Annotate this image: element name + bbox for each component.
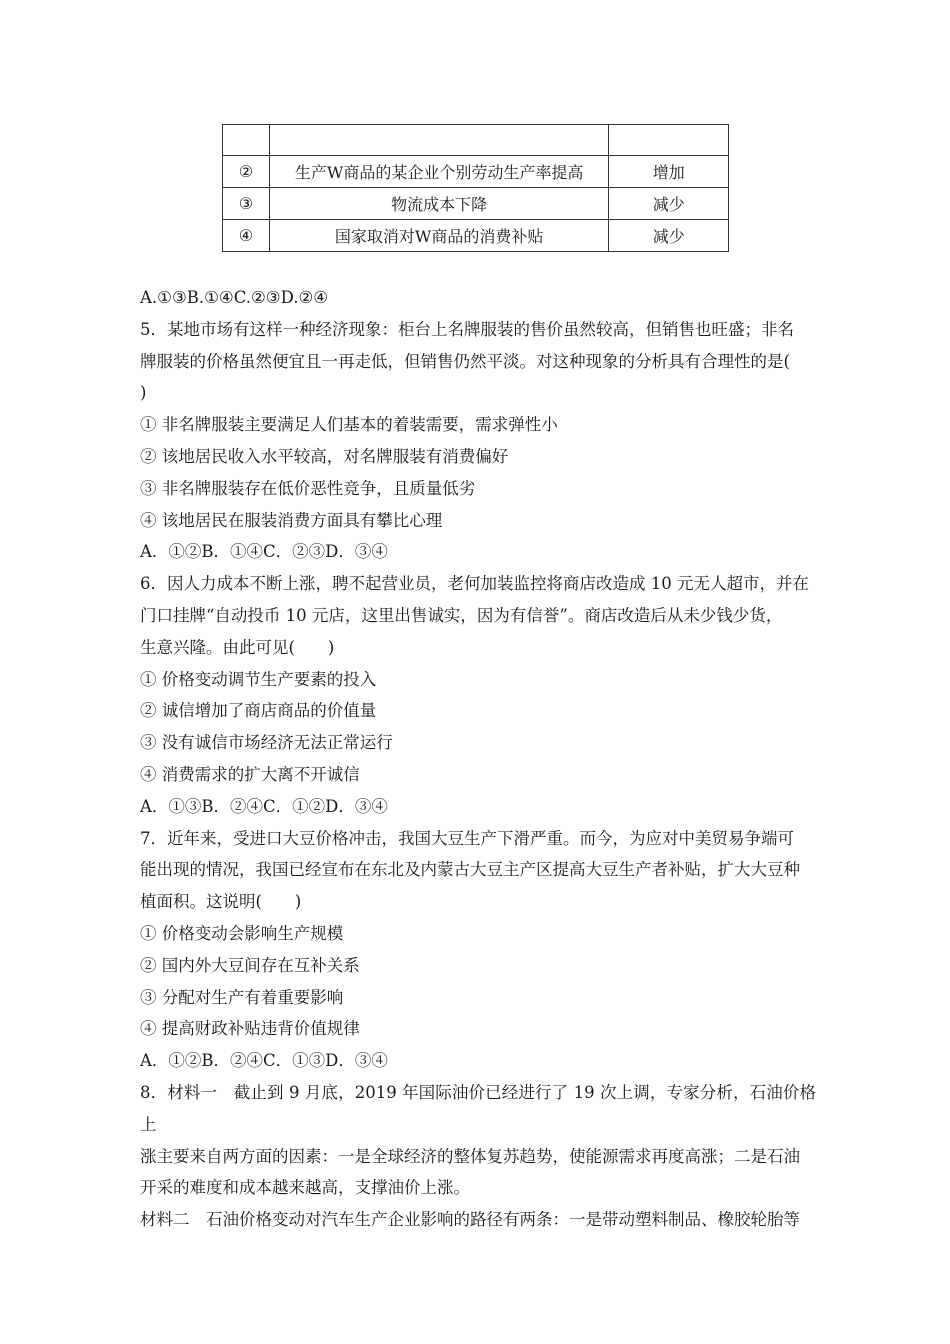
statement-option: ① 价格变动会影响生产规模 [140, 923, 344, 943]
question-7-stem: 能出现的情况，我国已经宣布在东北及内蒙古大豆主产区提高大豆生产者补贴，扩大大豆种 [140, 860, 800, 880]
table-cell-number: ④ [223, 220, 270, 252]
table-cell-cause: 生产W商品的某企业个别劳动生产率提高 [269, 156, 609, 188]
table-row [223, 125, 729, 156]
answer-options-q4: A.①③B.①④C.②③D.②④ [140, 288, 329, 307]
table-cell-effect: 增加 [609, 156, 729, 188]
statement-option: ② 诚信增加了商店商品的价值量 [140, 701, 377, 721]
question-8-material-1: 涨主要来自两方面的因素：一是全球经济的整体复苏趋势，使能源需求再度高涨；二是石油 [140, 1146, 800, 1166]
table-cell-effect: 减少 [609, 188, 729, 220]
question-8-material-2: 材料二 石油价格变动对汽车生产企业影响的路径有两条：一是带动塑料制品、橡胶轮胎等 [140, 1210, 800, 1230]
answer-options-q5: A．①②B．①④C．②③D．③④ [140, 542, 388, 562]
table-row [223, 156, 729, 188]
statement-option: ① 非名牌服装主要满足人们基本的着装需要，需求弹性小 [140, 415, 558, 435]
table-cell-cause: 国家取消对W商品的消费补贴 [269, 220, 609, 252]
answer-options-q7: A．①②B．②④C．①③D．③④ [140, 1051, 388, 1071]
statement-option: ④ 提高财政补贴违背价值规律 [140, 1019, 360, 1039]
statement-option: ④ 消费需求的扩大离不开诚信 [140, 764, 360, 784]
question-8-material-1: 8．材料一 截止到 9 月底，2019 年国际油价已经进行了 19 次上调，专家分析，石油价格上 [140, 1082, 816, 1134]
question-5-stem: 牌服装的价格虽然便宜且一再走低，但销售仍然平淡。对这种现象的分析具有合理性的是( [140, 351, 790, 371]
table-cell-effect [609, 125, 729, 156]
question-7-stem: 7．近年来，受进口大豆价格冲击，我国大豆生产下滑严重。而今，为应对中美贸易争端可 [140, 828, 794, 848]
statement-option: ④ 该地居民在服装消费方面具有攀比心理 [140, 510, 443, 530]
question-8-material-1: 开采的难度和成本越来越高，支撑油价上涨。 [140, 1178, 470, 1198]
statement-option: ② 该地居民收入水平较高，对名牌服装有消费偏好 [140, 446, 509, 466]
statement-option: ① 价格变动调节生产要素的投入 [140, 669, 377, 689]
table-cell-number: ② [223, 156, 270, 188]
table-cell-number [223, 125, 270, 156]
statement-option: ③ 没有诚信市场经济无法正常运行 [140, 733, 393, 753]
table-cell-effect: 减少 [609, 220, 729, 252]
statement-option: ③ 分配对生产有着重要影响 [140, 987, 344, 1007]
table-cell-cause: 物流成本下降 [269, 188, 609, 220]
answer-options-q6: A．①③B．②④C．①②D．③④ [140, 796, 388, 816]
document-body [140, 282, 816, 1236]
question-6-stem: 6．因人力成本不断上涨，聘不起营业员，老何加装监控将商店改造成 10 元无人超市，并在 [140, 574, 809, 594]
table-row [223, 188, 729, 220]
table-cell-number: ③ [223, 188, 270, 220]
question-7-stem: 植面积。这说明( ) [140, 892, 302, 912]
statement-option: ③ 非名牌服装存在低价恶性竞争，且质量低劣 [140, 478, 476, 498]
question-5-stem: 5．某地市场有这样一种经济现象：柜台上名牌服装的售价虽然较高，但销售也旺盛；非名 [140, 319, 794, 339]
table-cell-cause [269, 125, 609, 156]
question-5-stem: ) [140, 383, 147, 403]
question-table [222, 124, 729, 252]
table-row [223, 220, 729, 252]
statement-option: ② 国内外大豆间存在互补关系 [140, 955, 360, 975]
question-6-stem: 生意兴隆。由此可见( ) [140, 637, 335, 657]
question-6-stem: 门口挂牌“自动投币 10 元店，这里出售诚实，因为有信誉”。商店改造后从未少钱少货， [140, 605, 783, 625]
